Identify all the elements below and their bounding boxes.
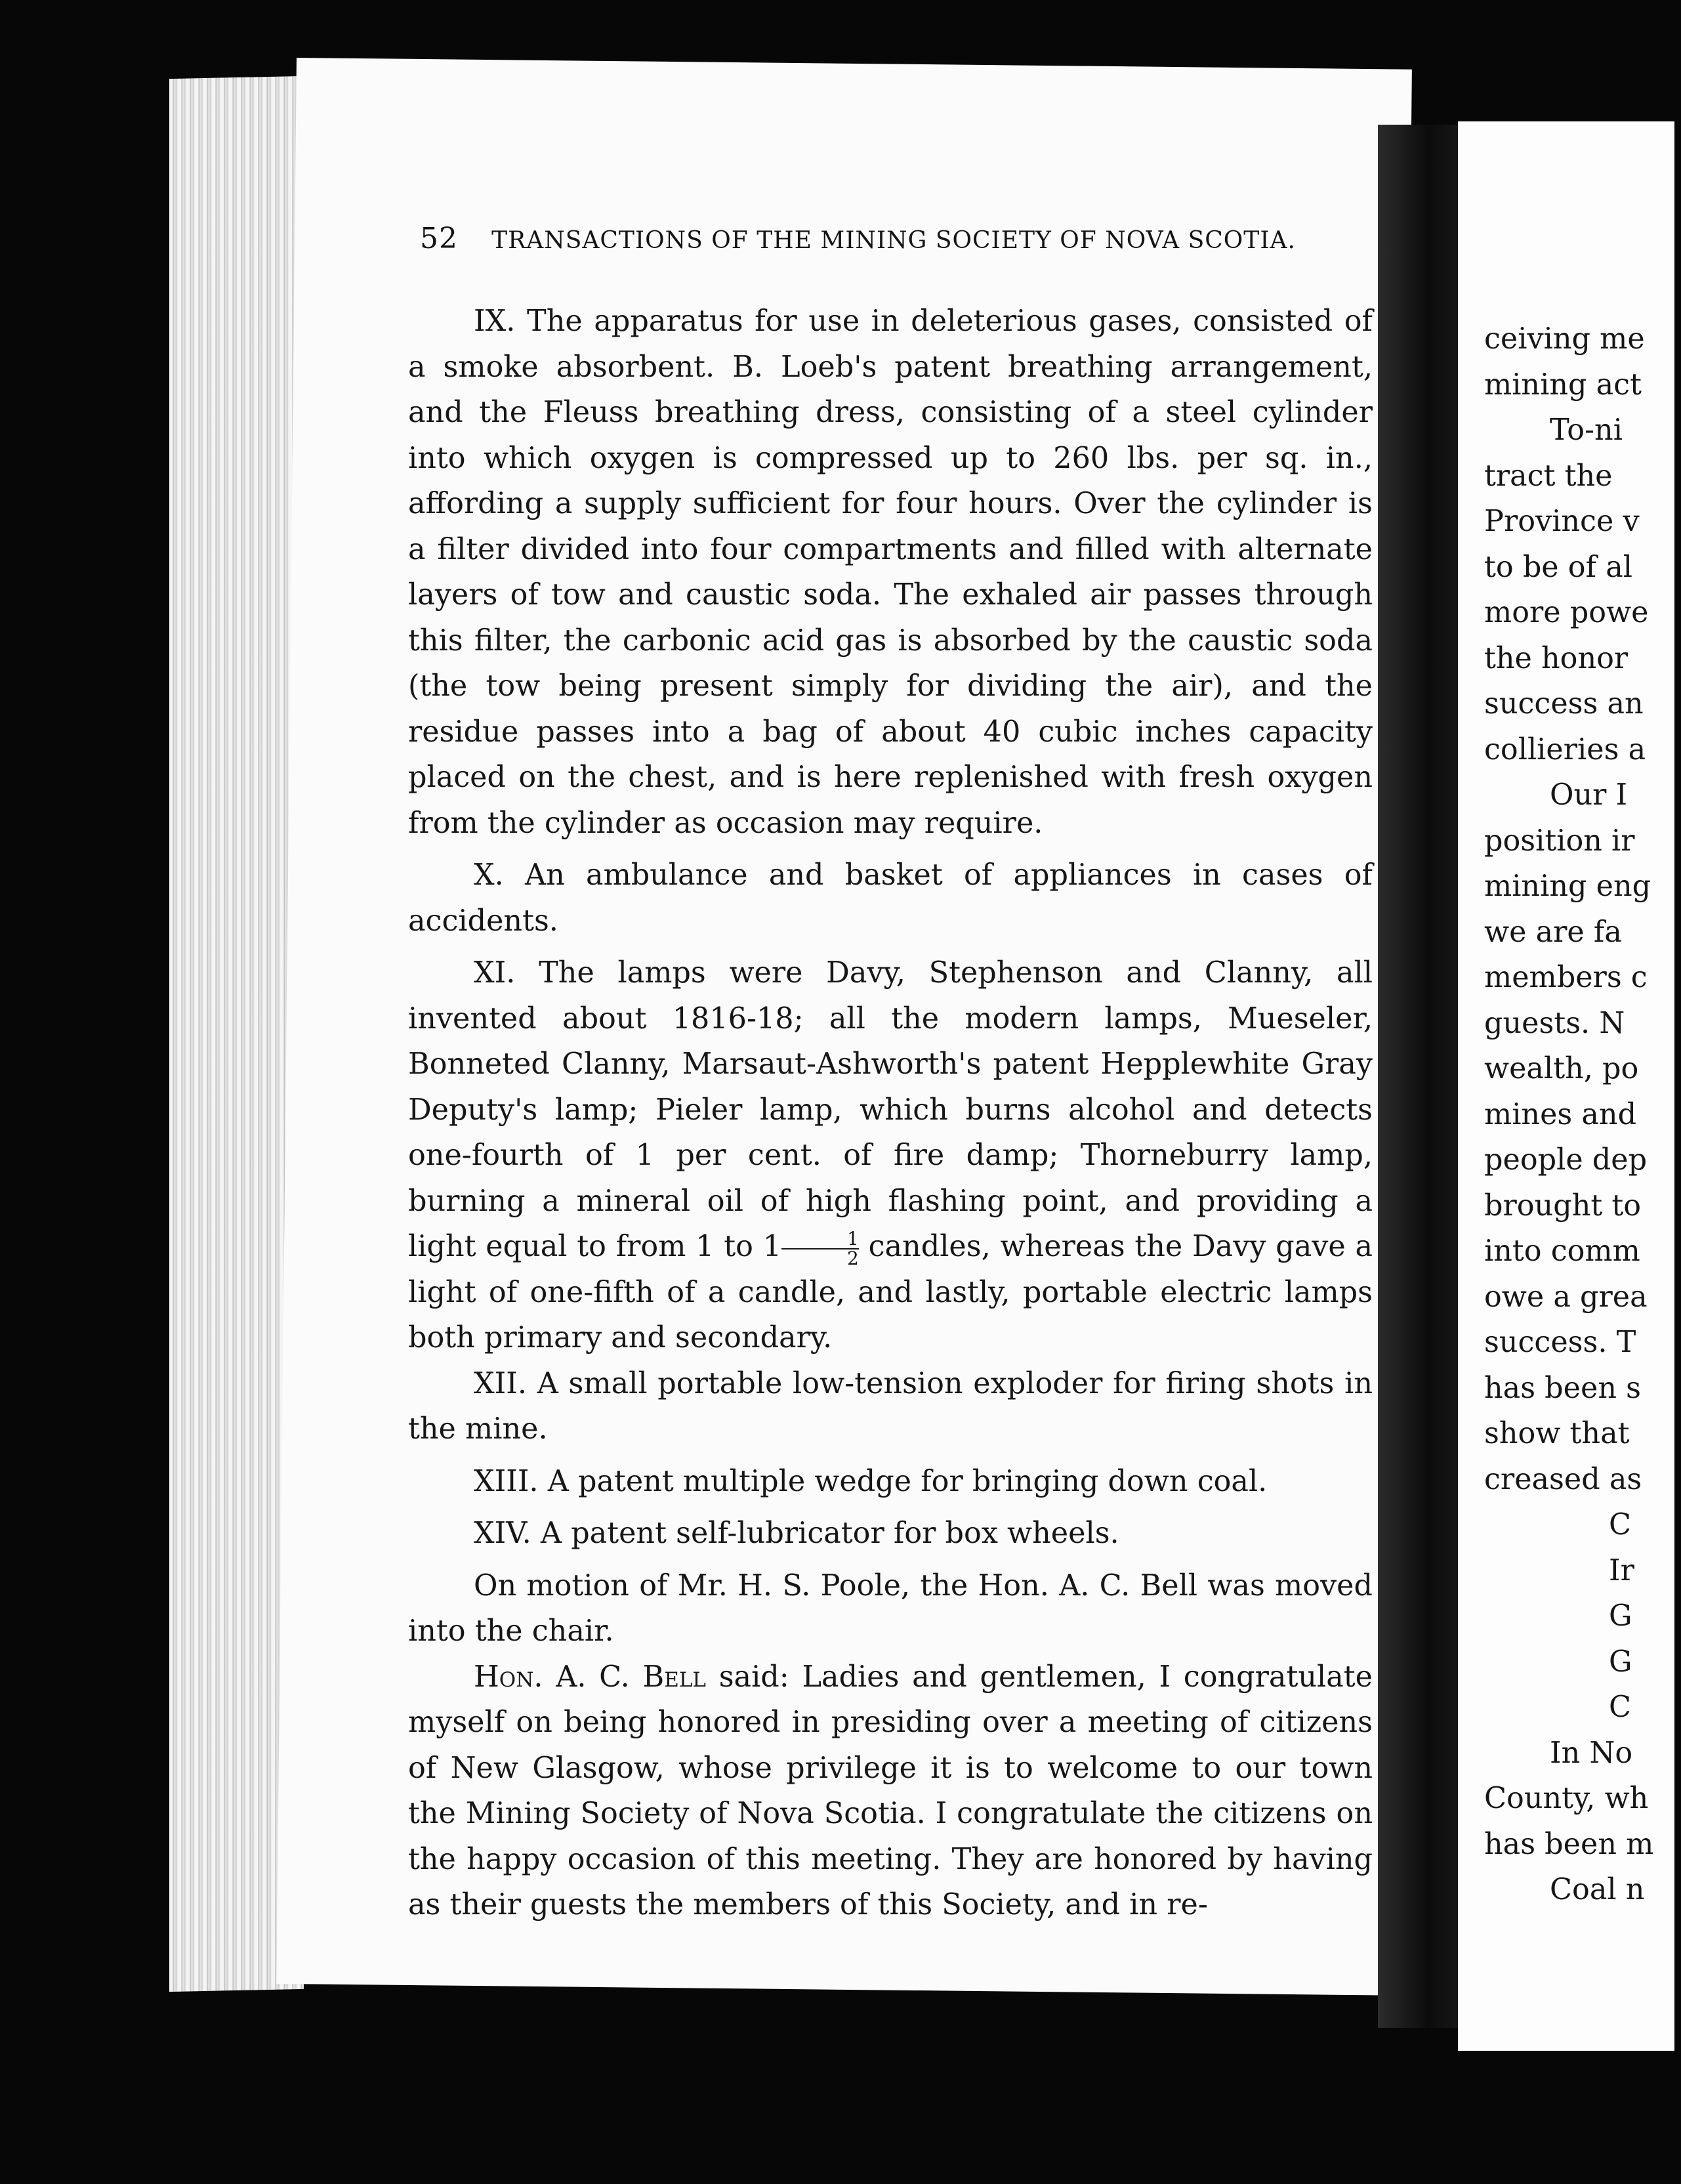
right-line: people dep: [1484, 1143, 1648, 1177]
right-line: C: [1609, 1690, 1632, 1724]
right-line: Coal n: [1550, 1873, 1645, 1906]
right-line: has been m: [1484, 1827, 1654, 1861]
right-line: more powe: [1484, 596, 1649, 629]
paragraph-item-x: X. An ambulance and basket of appliances in cases of accidents.: [408, 858, 1373, 938]
right-line: collieries a: [1484, 732, 1646, 766]
fraction-denominator: 2: [847, 1247, 859, 1269]
right-line: Our I: [1550, 778, 1628, 812]
right-line: the honor: [1484, 641, 1629, 675]
right-line: ceiving me: [1484, 322, 1645, 356]
paragraph-item-xiii: XIII. A patent multiple wedge for bringing down coal.: [474, 1464, 1268, 1498]
running-title: TRANSACTIONS OF THE MINING SOCIETY OF NOVA SCOTIA.: [491, 227, 1296, 254]
right-line: owe a grea: [1484, 1280, 1648, 1314]
paragraph-motion: On motion of Mr. H. S. Poole, the Hon. A. C. Bell was moved into the chair.: [408, 1568, 1373, 1648]
speaker-name: Hon. A. C. Bell: [474, 1660, 706, 1694]
paragraph-speech: [408, 1654, 1373, 1928]
right-line: mining act: [1484, 368, 1642, 402]
right-line: C: [1609, 1508, 1632, 1542]
right-line: mines and: [1484, 1097, 1637, 1131]
right-line: County, wh: [1484, 1782, 1649, 1815]
paragraph-item-xii: XII. A small portable low-tension exploder for firing shots in the mine.: [408, 1366, 1373, 1446]
right-line: Ir: [1609, 1553, 1634, 1587]
speech-text: said: Ladies and gentlemen, I congratulate myself on being honored in presiding over a meeting of citizens of New Glasgow, whose privilege it is to welcome to our town the Mining Society of Nova Scotia. I congratulate the citizens on the happy occasion of this meeting. They are honored by having as their guests the members of this Society, and in re-: [408, 1660, 1373, 1922]
right-line: guests. N: [1484, 1006, 1625, 1040]
right-line: mining eng: [1484, 870, 1651, 903]
right-line: success an: [1484, 687, 1644, 721]
book-gutter: [1378, 125, 1470, 2028]
right-line: brought to: [1484, 1188, 1642, 1223]
running-head: [420, 222, 1325, 268]
right-line: into comm: [1484, 1234, 1640, 1268]
right-line: G: [1609, 1599, 1632, 1633]
fraction-numerator: 1: [781, 1230, 859, 1250]
right-line: In No: [1550, 1736, 1633, 1770]
right-line: tract the: [1484, 459, 1613, 493]
right-line: show that: [1484, 1417, 1630, 1450]
left-page-text: [408, 299, 1373, 1928]
right-line: to be of al: [1484, 550, 1632, 584]
right-line: G: [1609, 1645, 1632, 1679]
right-line: success. T: [1484, 1326, 1636, 1359]
item-xi-text-2: candles, whereas the Davy gave a light of one-fifth of a candle, and lastly, portable electric lamps both primary and secondary.: [408, 1230, 1373, 1354]
paragraph-item-xi: [408, 950, 1373, 1361]
right-line: position ir: [1484, 824, 1635, 858]
right-line: creased as: [1484, 1462, 1642, 1496]
page-number: 52: [420, 222, 458, 255]
right-line: has been s: [1484, 1371, 1641, 1405]
right-line: Province v: [1484, 505, 1640, 538]
fraction-one-half: [781, 1227, 859, 1269]
right-page-text: [1484, 316, 1681, 1913]
right-line: wealth, po: [1484, 1052, 1639, 1085]
item-xi-text-1: XI. The lamps were Davy, Stephenson and Clanny, all invented about 1816-18; all the modern lamps, Mueseler, Bonneted Clanny, Marsaut-Ashworth's patent Hepplewhite Gray Deputy's lamp; Pieler lamp, which burns alcohol and detects one-fourth of 1 per cent. of fire damp; Thorneburry lamp, burning a mineral oil of high flashing point, and providing a light equal to from 1 to 1: [408, 956, 1373, 1263]
paragraph-item-xiv: XIV. A patent self-lubricator for box wheels.: [474, 1517, 1119, 1550]
paragraph-item-ix: IX. The apparatus for use in deleterious gases, consisted of a smoke absorbent. B. Loeb's patent breathing arrangement, and the Fleuss breathing dress, consisting of a steel cylinder into which oxygen is compressed up to 260 lbs. per sq. in., affording a supply sufficient for four hours. Over the cylinder is a filter divided into four compartments and filled with alternate layers of tow and caustic soda. The exhaled air passes through this filter, the carbonic acid gas is absorbed by the caustic soda (the tow being present simply for dividing the air), and the residue passes into a bag of about 40 cubic inches capacity placed on the chest, and is here replenished with fresh oxygen from the cylinder as occasion may require.: [408, 304, 1373, 840]
right-line: To-ni: [1550, 413, 1623, 447]
right-line: we are fa: [1484, 915, 1622, 949]
right-line: members c: [1484, 961, 1648, 994]
